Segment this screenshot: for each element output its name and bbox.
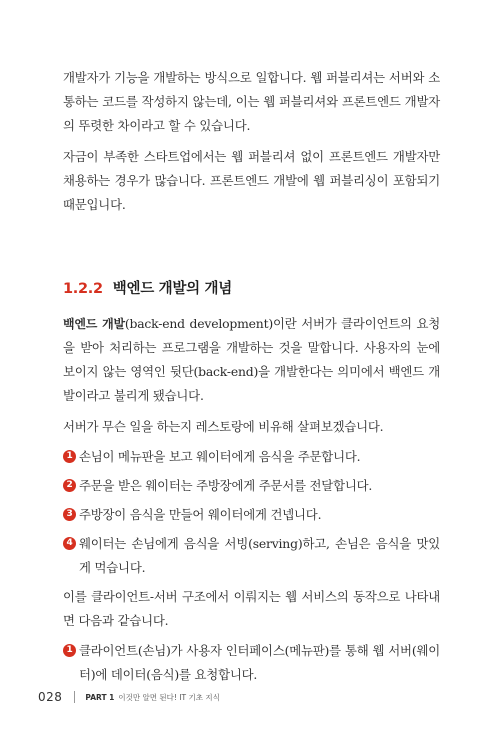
step-text: 웨이터는 손님에게 음식을 서빙(serving)하고, 손님은 음식을 맛있게 먹습니다.: [79, 536, 440, 575]
key-term: 백엔드 개발: [63, 317, 125, 331]
page-number: 028: [38, 690, 63, 704]
page-body: [63, 66, 440, 692]
part-label: PART 1: [85, 692, 115, 702]
number-badge: 2: [63, 479, 76, 492]
step-item: [63, 445, 440, 469]
step-item: [63, 532, 440, 580]
step-text: 손님이 메뉴판을 보고 웨이터에게 음식을 주문합니다.: [79, 449, 361, 464]
step-item: [63, 474, 440, 498]
number-badge: 3: [63, 508, 76, 521]
intro-text: (back-end development)이란 서버가 클라이언트의 요청을 받아 처리하는 프로그램을 개발하는 것을 말합니다. 사용자의 눈에 보이지 않는 영역인 뒷단(back-end)을 개발한다는 의미에서 백엔드 개발이라고 불리게 됐습니다.: [63, 316, 440, 403]
step-text: 주방장이 음식을 만들어 웨이터에게 건넵니다.: [79, 507, 322, 522]
number-badge: 1: [63, 644, 76, 657]
mapping-step-item: [63, 639, 440, 687]
number-badge: 4: [63, 537, 76, 550]
page-footer: [38, 690, 220, 704]
number-badge: 1: [63, 450, 76, 463]
analogy-lead: 서버가 무슨 일을 하는지 레스토랑에 비유해 살펴보겠습니다.: [63, 419, 384, 434]
section-heading: [63, 277, 440, 298]
section-title: 백엔드 개발의 개념: [112, 281, 232, 297]
step-text: 주문을 받은 웨이터는 주방장에게 주문서를 전달합니다.: [79, 478, 373, 493]
paragraph: 자금이 부족한 스타트업에서는 웹 퍼블리셔 없이 프론트엔드 개발자만 채용하는 경우가 많습니다. 프론트엔드 개발에 웹 퍼블리싱이 포함되기 때문입니다.: [63, 149, 440, 212]
paragraph: 개발자가 기능을 개발하는 방식으로 일합니다. 웹 퍼블리셔는 서버와 소통하는 코드를 작성하지 않는데, 이는 웹 퍼블리셔와 프론트엔드 개발자의 뚜렷한 차이라고 할 수 있습니다.: [63, 70, 440, 133]
intro-paragraph: [63, 312, 440, 408]
section-number: 1.2.2: [63, 281, 103, 297]
mapping-lead: 이를 클라이언트-서버 구조에서 이뤄지는 웹 서비스의 동작으로 나타내면 다음과 같습니다.: [63, 589, 440, 628]
footer-divider: [74, 691, 75, 703]
book-title: 이것만 알면 된다! IT 기초 지식: [118, 692, 220, 702]
step-item: [63, 503, 440, 527]
step-text: 클라이언트(손님)가 사용자 인터페이스(메뉴판)를 통해 웹 서버(웨이터)에 데이터(음식)를 요청합니다.: [79, 643, 440, 682]
